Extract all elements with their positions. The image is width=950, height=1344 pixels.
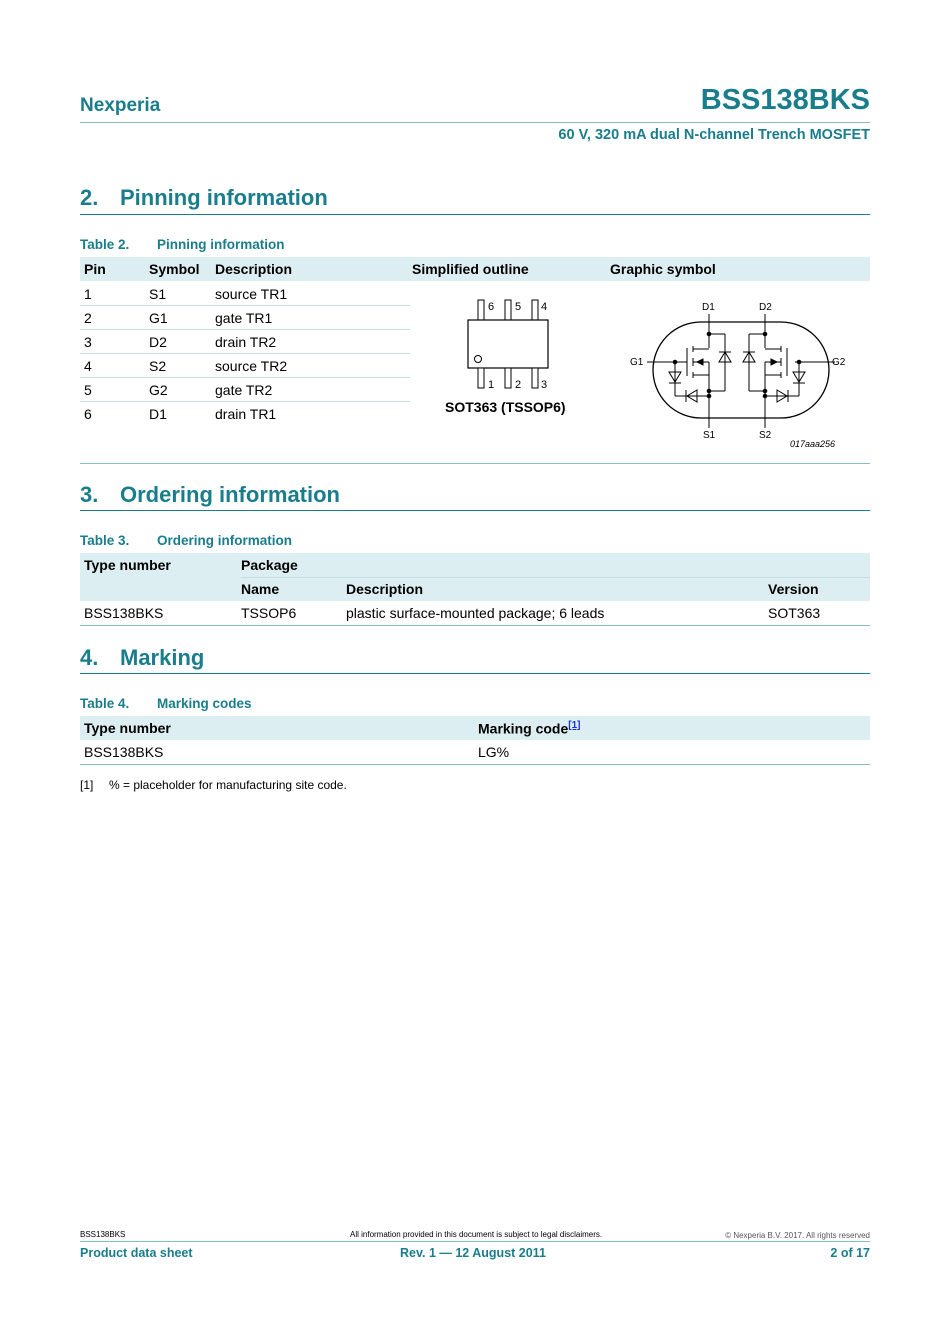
footnote-link[interactable]: [1] (568, 720, 581, 731)
pin-number: 6 (84, 406, 92, 422)
col-type-number: Type number (84, 557, 171, 573)
pin-number: 5 (84, 382, 92, 398)
table-2-bottom-rule (80, 463, 870, 464)
footer-doc-type: Product data sheet (80, 1246, 193, 1260)
table-row (80, 281, 410, 305)
terminal-label-d2: D2 (759, 302, 772, 313)
sot363-outline-drawing (460, 296, 560, 392)
pin-symbol: G2 (149, 382, 168, 398)
section-title: Marking (120, 645, 205, 670)
marking-code-value: LG% (478, 744, 510, 760)
outline-pin-label: 6 (488, 301, 495, 313)
terminal-label-d1: D1 (702, 302, 715, 313)
section-title: Ordering information (120, 482, 340, 507)
section-2-heading (80, 185, 328, 211)
terminal-label-s1: S1 (703, 430, 716, 441)
pin-symbol: S2 (149, 358, 167, 374)
marking-code-label: Marking code (478, 720, 569, 737)
footer-doc-id: BSS138BKS (80, 1230, 126, 1239)
col-description: Description (215, 261, 293, 277)
dual-mosfet-graphic-symbol (625, 296, 855, 456)
table-title: Ordering information (157, 533, 292, 548)
pin-number: 4 (84, 358, 92, 374)
section-title: Pinning information (120, 185, 328, 210)
outline-caption: SOT363 (TSSOP6) (445, 399, 566, 415)
footnote (80, 778, 347, 792)
section-number: 4. (80, 645, 99, 670)
col-outline: Simplified outline (412, 261, 529, 277)
pin-description: drain TR2 (215, 334, 277, 350)
table-number: Table 4. (80, 696, 130, 711)
col-symbol: Symbol (149, 261, 200, 277)
pin-symbol: D2 (149, 334, 167, 350)
table-number: Table 2. (80, 237, 130, 252)
pin-symbol: D1 (149, 406, 167, 422)
section-4-heading (80, 645, 204, 671)
pin-description: gate TR2 (215, 382, 273, 398)
table-row (80, 353, 410, 378)
section-3-heading (80, 482, 340, 508)
col-version: Version (768, 581, 819, 597)
outline-pin-label: 1 (488, 379, 495, 391)
table-2-caption (80, 237, 285, 252)
footnote-text: % = placeholder for manufacturing site code. (109, 778, 347, 792)
table-row (80, 401, 410, 426)
footer-page-number: 2 of 17 (830, 1246, 870, 1260)
section-number: 2. (80, 185, 99, 210)
header-sub-divider (241, 577, 870, 578)
outline-pin-label: 5 (515, 301, 522, 313)
terminal-label-s2: S2 (759, 430, 772, 441)
type-number-value: BSS138BKS (84, 744, 164, 760)
table-4-header (80, 716, 870, 740)
pin-description: gate TR1 (215, 310, 273, 326)
table-title: Pinning information (157, 237, 285, 252)
table-row (80, 601, 870, 625)
table-4-bottom-rule (80, 764, 870, 765)
col-description: Description (346, 581, 424, 597)
pin-symbol: G1 (149, 310, 168, 326)
table-3-caption (80, 533, 292, 548)
product-subtitle: 60 V, 320 mA dual N-channel Trench MOSFET (558, 127, 870, 143)
table-row (80, 305, 410, 330)
table-row (80, 377, 410, 402)
footer-divider (80, 1241, 870, 1242)
pin-description: source TR1 (215, 286, 288, 302)
figure-code: 017aaa256 (790, 439, 836, 449)
product-title: BSS138BKS (700, 84, 870, 116)
pin-number: 3 (84, 334, 92, 350)
type-number-value: BSS138BKS (84, 605, 164, 621)
section-divider (80, 510, 870, 511)
section-divider (80, 214, 870, 215)
table-row (80, 329, 410, 354)
package-name-value: TSSOP6 (241, 605, 297, 621)
table-row (80, 740, 870, 764)
package-description-value: plastic surface-mounted package; 6 leads (346, 605, 605, 621)
header-divider (80, 122, 870, 123)
pin-number: 2 (84, 310, 92, 326)
footer-disclaimer: All information provided in this document is subject to legal disclaimers. (350, 1230, 603, 1239)
pin-symbol: S1 (149, 286, 167, 302)
brand-name: Nexperia (80, 95, 161, 116)
col-pin: Pin (84, 261, 106, 277)
footer-copyright: © Nexperia B.V. 2017. All rights reserved (725, 1231, 870, 1240)
col-marking-code (478, 720, 580, 737)
terminal-label-g1: G1 (630, 357, 644, 368)
table-number: Table 3. (80, 533, 130, 548)
table-4-caption (80, 696, 252, 711)
outline-pin-label: 3 (541, 379, 548, 391)
table-3-bottom-rule (80, 625, 870, 626)
terminal-label-g2: G2 (832, 357, 846, 368)
outline-pin-label: 4 (541, 301, 548, 313)
table-2-header (80, 257, 870, 281)
footnote-ref: [1] (80, 778, 94, 792)
package-version-value: SOT363 (768, 605, 821, 621)
section-divider (80, 673, 870, 674)
col-name: Name (241, 581, 280, 597)
col-graphic: Graphic symbol (610, 261, 716, 277)
pin-number: 1 (84, 286, 92, 302)
table-3-header (80, 553, 870, 601)
table-title: Marking codes (157, 696, 252, 711)
section-number: 3. (80, 482, 99, 507)
col-package: Package (241, 557, 298, 573)
footer-revision: Rev. 1 — 12 August 2011 (400, 1246, 546, 1260)
col-type-number: Type number (84, 720, 171, 736)
pin-description: drain TR1 (215, 406, 277, 422)
pin-description: source TR2 (215, 358, 288, 374)
outline-pin-label: 2 (515, 379, 522, 391)
